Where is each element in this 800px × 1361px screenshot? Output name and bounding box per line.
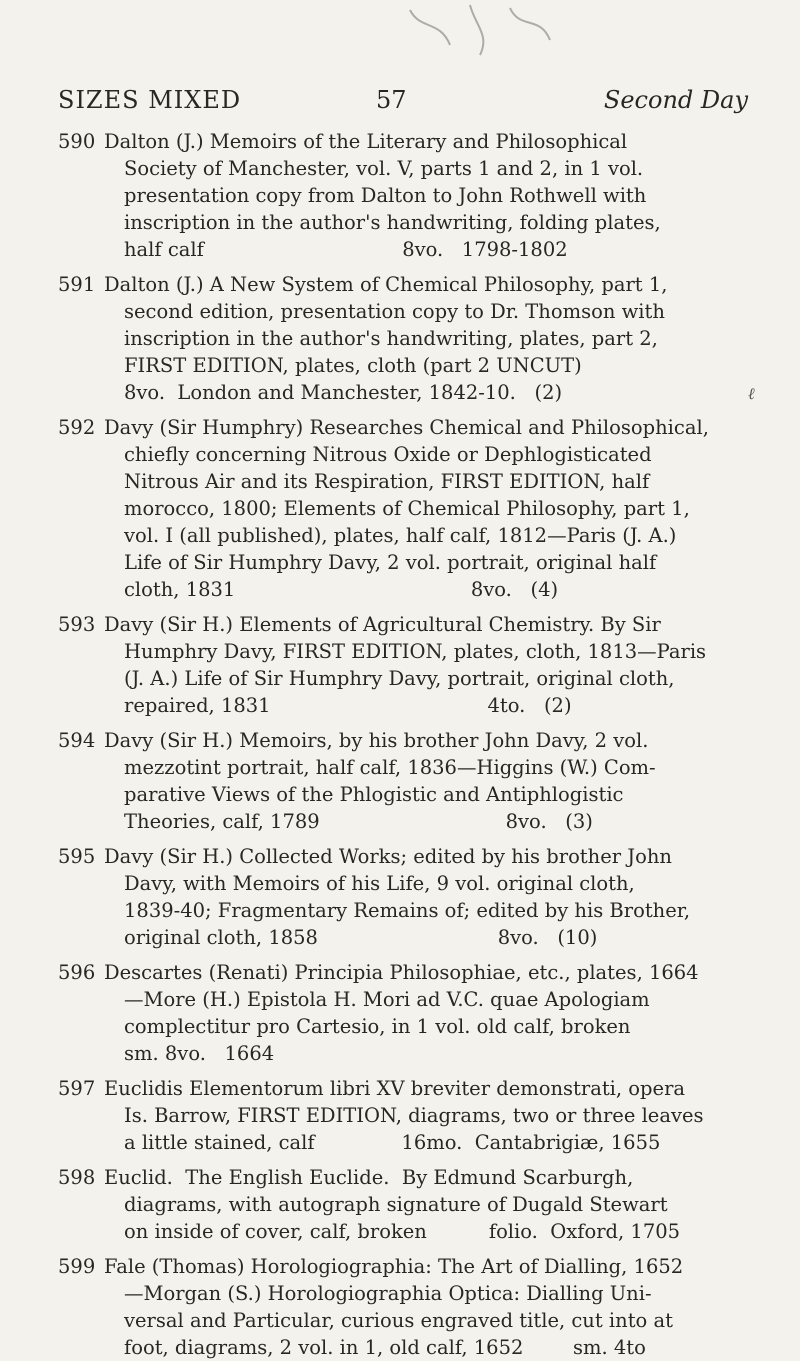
lot-description (104, 414, 758, 603)
description-line: vol. I (all published), plates, half calf, 1812—Paris (J. A.) (124, 524, 677, 547)
lot-entry (58, 128, 758, 263)
description-line: Theories, calf, 1789 8vo. (3) (124, 810, 593, 833)
lot-entry (58, 1075, 758, 1156)
lot-entry (58, 271, 758, 406)
description-line: Davy, with Memoirs of his Life, 9 vol. original cloth, (124, 872, 635, 895)
description-line: FIRST EDITION, plates, cloth (part 2 UNCUT) (124, 354, 582, 377)
description-line: Life of Sir Humphry Davy, 2 vol. portrait, original half (124, 551, 657, 574)
description-line: a little stained, calf 16mo. Cantabrigiæ, 1655 (124, 1131, 661, 1154)
page-number: 57 (376, 86, 407, 114)
lot-entry (58, 611, 758, 719)
description-line: Nitrous Air and its Respiration, FIRST EDITION, half (124, 470, 650, 493)
lot-entry (58, 414, 758, 603)
description-line: versal and Particular, curious engraved title, cut into at (124, 1309, 673, 1332)
description-line: Euclidis Elementorum libri XV breviter demonstrati, opera (104, 1077, 686, 1100)
description-line: (J. A.) Life of Sir Humphry Davy, portrait, original cloth, (124, 667, 675, 690)
description-line: inscription in the author's handwriting, plates, part 2, (124, 327, 658, 350)
description-line: diagrams, with autograph signature of Dugald Stewart (124, 1193, 668, 1216)
description-line: original cloth, 1858 8vo. (10) (124, 926, 598, 949)
lot-entry (58, 1253, 758, 1361)
description-line: Humphry Davy, FIRST EDITION, plates, cloth, 1813—Paris (124, 640, 707, 663)
description-line: complectitur pro Cartesio, in 1 vol. old calf, broken (124, 1015, 631, 1038)
lot-entry (58, 1164, 758, 1245)
description-line: Is. Barrow, FIRST EDITION, diagrams, two or three leaves (124, 1104, 704, 1127)
description-line: Descartes (Renati) Principia Philosophiae, etc., plates, 1664 (104, 961, 699, 984)
description-line: sm. 8vo. 1664 (124, 1042, 275, 1065)
lot-number: 594 (58, 729, 96, 752)
description-line: —Morgan (S.) Horologiographia Optica: Dialling Uni- (124, 1282, 652, 1305)
description-line: Davy (Sir H.) Memoirs, by his brother John Davy, 2 vol. (104, 729, 649, 752)
description-line: Davy (Sir H.) Elements of Agricultural Chemistry. By Sir (104, 613, 661, 636)
description-line: —More (H.) Epistola H. Mori ad V.C. quae Apologiam (124, 988, 650, 1011)
lot-number: 597 (58, 1077, 96, 1100)
description-line: parative Views of the Phlogistic and Antiphlogistic (124, 783, 624, 806)
description-line: Society of Manchester, vol. V, parts 1 and 2, in 1 vol. (124, 157, 644, 180)
lot-entry (58, 959, 758, 1067)
lot-number: 591 (58, 273, 96, 296)
lot-number: 598 (58, 1166, 96, 1189)
lot-description (104, 959, 758, 1067)
description-line: morocco, 1800; Elements of Chemical Philosophy, part 1, (124, 497, 690, 520)
description-line: chiefly concerning Nitrous Oxide or Dephlogisticated (124, 443, 652, 466)
day-heading: Second Day (603, 86, 748, 114)
lot-description (104, 128, 758, 263)
description-line: repaired, 1831 4to. (2) (124, 694, 572, 717)
lot-description (104, 727, 758, 835)
description-line: half calf 8vo. 1798-1802 (124, 238, 568, 261)
lot-description (104, 843, 758, 951)
description-line: on inside of cover, calf, broken folio. Oxford, 1705 (124, 1220, 681, 1243)
description-line: Davy (Sir Humphry) Researches Chemical and Philosophical, (104, 416, 709, 439)
description-line: mezzotint portrait, half calf, 1836—Higgins (W.) Com- (124, 756, 656, 779)
lot-description (104, 1253, 758, 1361)
lot-number: 590 (58, 130, 96, 153)
description-line: cloth, 1831 8vo. (4) (124, 578, 559, 601)
page-header (58, 86, 748, 120)
description-line: 8vo. London and Manchester, 1842-10. (2) (124, 381, 563, 404)
lot-number: 596 (58, 961, 96, 984)
description-line: Dalton (J.) A New System of Chemical Philosophy, part 1, (104, 273, 668, 296)
description-line: Dalton (J.) Memoirs of the Literary and Philosophical (104, 130, 628, 153)
sale-heading: SIZES MIXED (58, 86, 242, 114)
lot-entry (58, 727, 758, 835)
lot-description (104, 1164, 758, 1245)
lot-number: 599 (58, 1255, 96, 1278)
lot-description (104, 271, 758, 406)
lot-number: 593 (58, 613, 96, 636)
description-line: presentation copy from Dalton to John Rothwell with (124, 184, 647, 207)
description-line: Fale (Thomas) Horologiographia: The Art of Dialling, 1652 (104, 1255, 684, 1278)
lot-description (104, 611, 758, 719)
description-line: foot, diagrams, 2 vol. in 1, old calf, 1652 sm. 4to (124, 1336, 646, 1359)
lot-number: 595 (58, 845, 96, 868)
ink-stain (380, 0, 580, 60)
description-line: Davy (Sir H.) Collected Works; edited by his brother John (104, 845, 672, 868)
description-line: 1839-40; Fragmentary Remains of; edited by his Brother, (124, 899, 691, 922)
lot-number: 592 (58, 416, 96, 439)
description-line: inscription in the author's handwriting, folding plates, (124, 211, 661, 234)
lot-description (104, 1075, 758, 1156)
lot-entry (58, 843, 758, 951)
description-line: second edition, presentation copy to Dr. Thomson with (124, 300, 665, 323)
margin-annotation: ℓ (748, 384, 755, 403)
description-line: Euclid. The English Euclide. By Edmund Scarburgh, (104, 1166, 634, 1189)
